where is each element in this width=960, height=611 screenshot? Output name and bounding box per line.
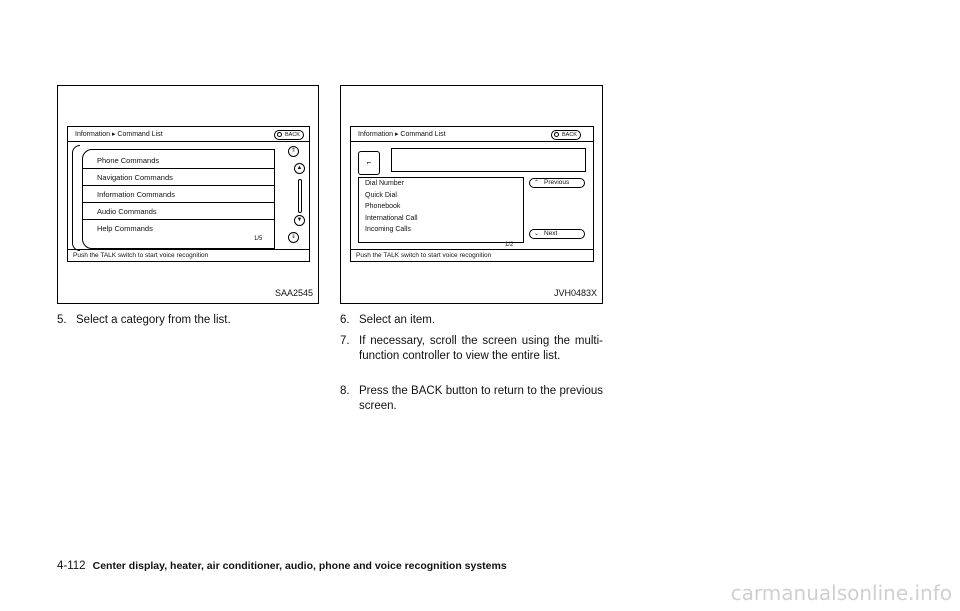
figure-caption: JVH0483X — [553, 288, 597, 298]
page-indicator: 1/5 — [254, 236, 263, 242]
page-footer — [57, 560, 507, 572]
divider — [351, 141, 593, 142]
list-item[interactable]: Navigation Commands — [83, 169, 274, 186]
next-label: Next — [544, 230, 558, 237]
page-indicator: 1/2 — [505, 242, 514, 248]
list-item[interactable]: Incoming Calls — [365, 226, 411, 233]
screen-title: Information ▸ Command List — [358, 131, 446, 138]
step-text: Press the BACK button to return to the previous screen. — [359, 385, 603, 412]
scroll-down-icon[interactable]: ▼ — [294, 215, 305, 226]
previous-button[interactable] — [529, 178, 585, 188]
list-item[interactable]: Phone Commands — [83, 152, 274, 169]
step-number: 7. — [340, 335, 350, 347]
scrollbar[interactable] — [298, 179, 302, 213]
divider — [351, 249, 593, 250]
list-item[interactable]: Audio Commands — [83, 203, 274, 220]
next-button[interactable] — [529, 229, 585, 239]
previous-label: Previous — [544, 179, 570, 186]
back-button[interactable]: BACK — [274, 130, 304, 140]
screen-title: Information ▸ Command List — [75, 131, 163, 138]
scroll-top-icon[interactable]: ⇑ — [288, 146, 299, 157]
recognition-field — [391, 148, 586, 172]
figure-item-list — [340, 85, 603, 304]
figure-command-list — [57, 85, 319, 304]
status-text: Push the TALK switch to start voice recognition — [356, 252, 492, 259]
step-text: Select an item. — [359, 314, 436, 326]
status-text: Push the TALK switch to start voice recognition — [73, 252, 209, 259]
list-item[interactable]: Dial Number — [365, 180, 404, 187]
step-text: If necessary, scroll the screen using the multi-function controller to view the entire list. — [359, 335, 603, 362]
list-item[interactable]: Phonebook — [365, 203, 401, 210]
back-button[interactable]: BACK — [551, 130, 581, 140]
display-screen — [67, 126, 310, 262]
divider — [68, 249, 309, 250]
list-item[interactable]: Help Commands — [97, 224, 153, 233]
scroll-up-icon[interactable]: ▲ — [294, 163, 305, 174]
step-number: 5. — [57, 314, 67, 326]
up-arrow-icon: ⌃ — [534, 180, 540, 186]
list-item[interactable]: Quick Dial — [365, 191, 397, 199]
command-list — [82, 149, 275, 249]
list-item[interactable]: International Call — [365, 214, 418, 222]
step-text: Select a category from the list. — [76, 314, 231, 326]
scroll-bottom-icon[interactable]: ⇓ — [288, 232, 299, 243]
step-number: 8. — [340, 385, 350, 397]
list-item[interactable]: Information Commands — [83, 186, 274, 203]
divider — [68, 141, 309, 142]
display-screen — [350, 126, 594, 262]
microphone-icon: ⌐ — [358, 151, 380, 175]
section-title: Center display, heater, air conditioner, audio, phone and voice recognition systems — [92, 560, 507, 572]
step-number: 6. — [340, 314, 350, 326]
list-bracket — [72, 145, 80, 251]
figure-caption: SAA2545 — [274, 288, 313, 298]
page-number: 4-112 — [57, 560, 86, 572]
item-list — [358, 177, 524, 243]
down-arrow-icon: ⌄ — [534, 231, 540, 237]
watermark-logo: carmanualsonline.info — [730, 581, 952, 605]
